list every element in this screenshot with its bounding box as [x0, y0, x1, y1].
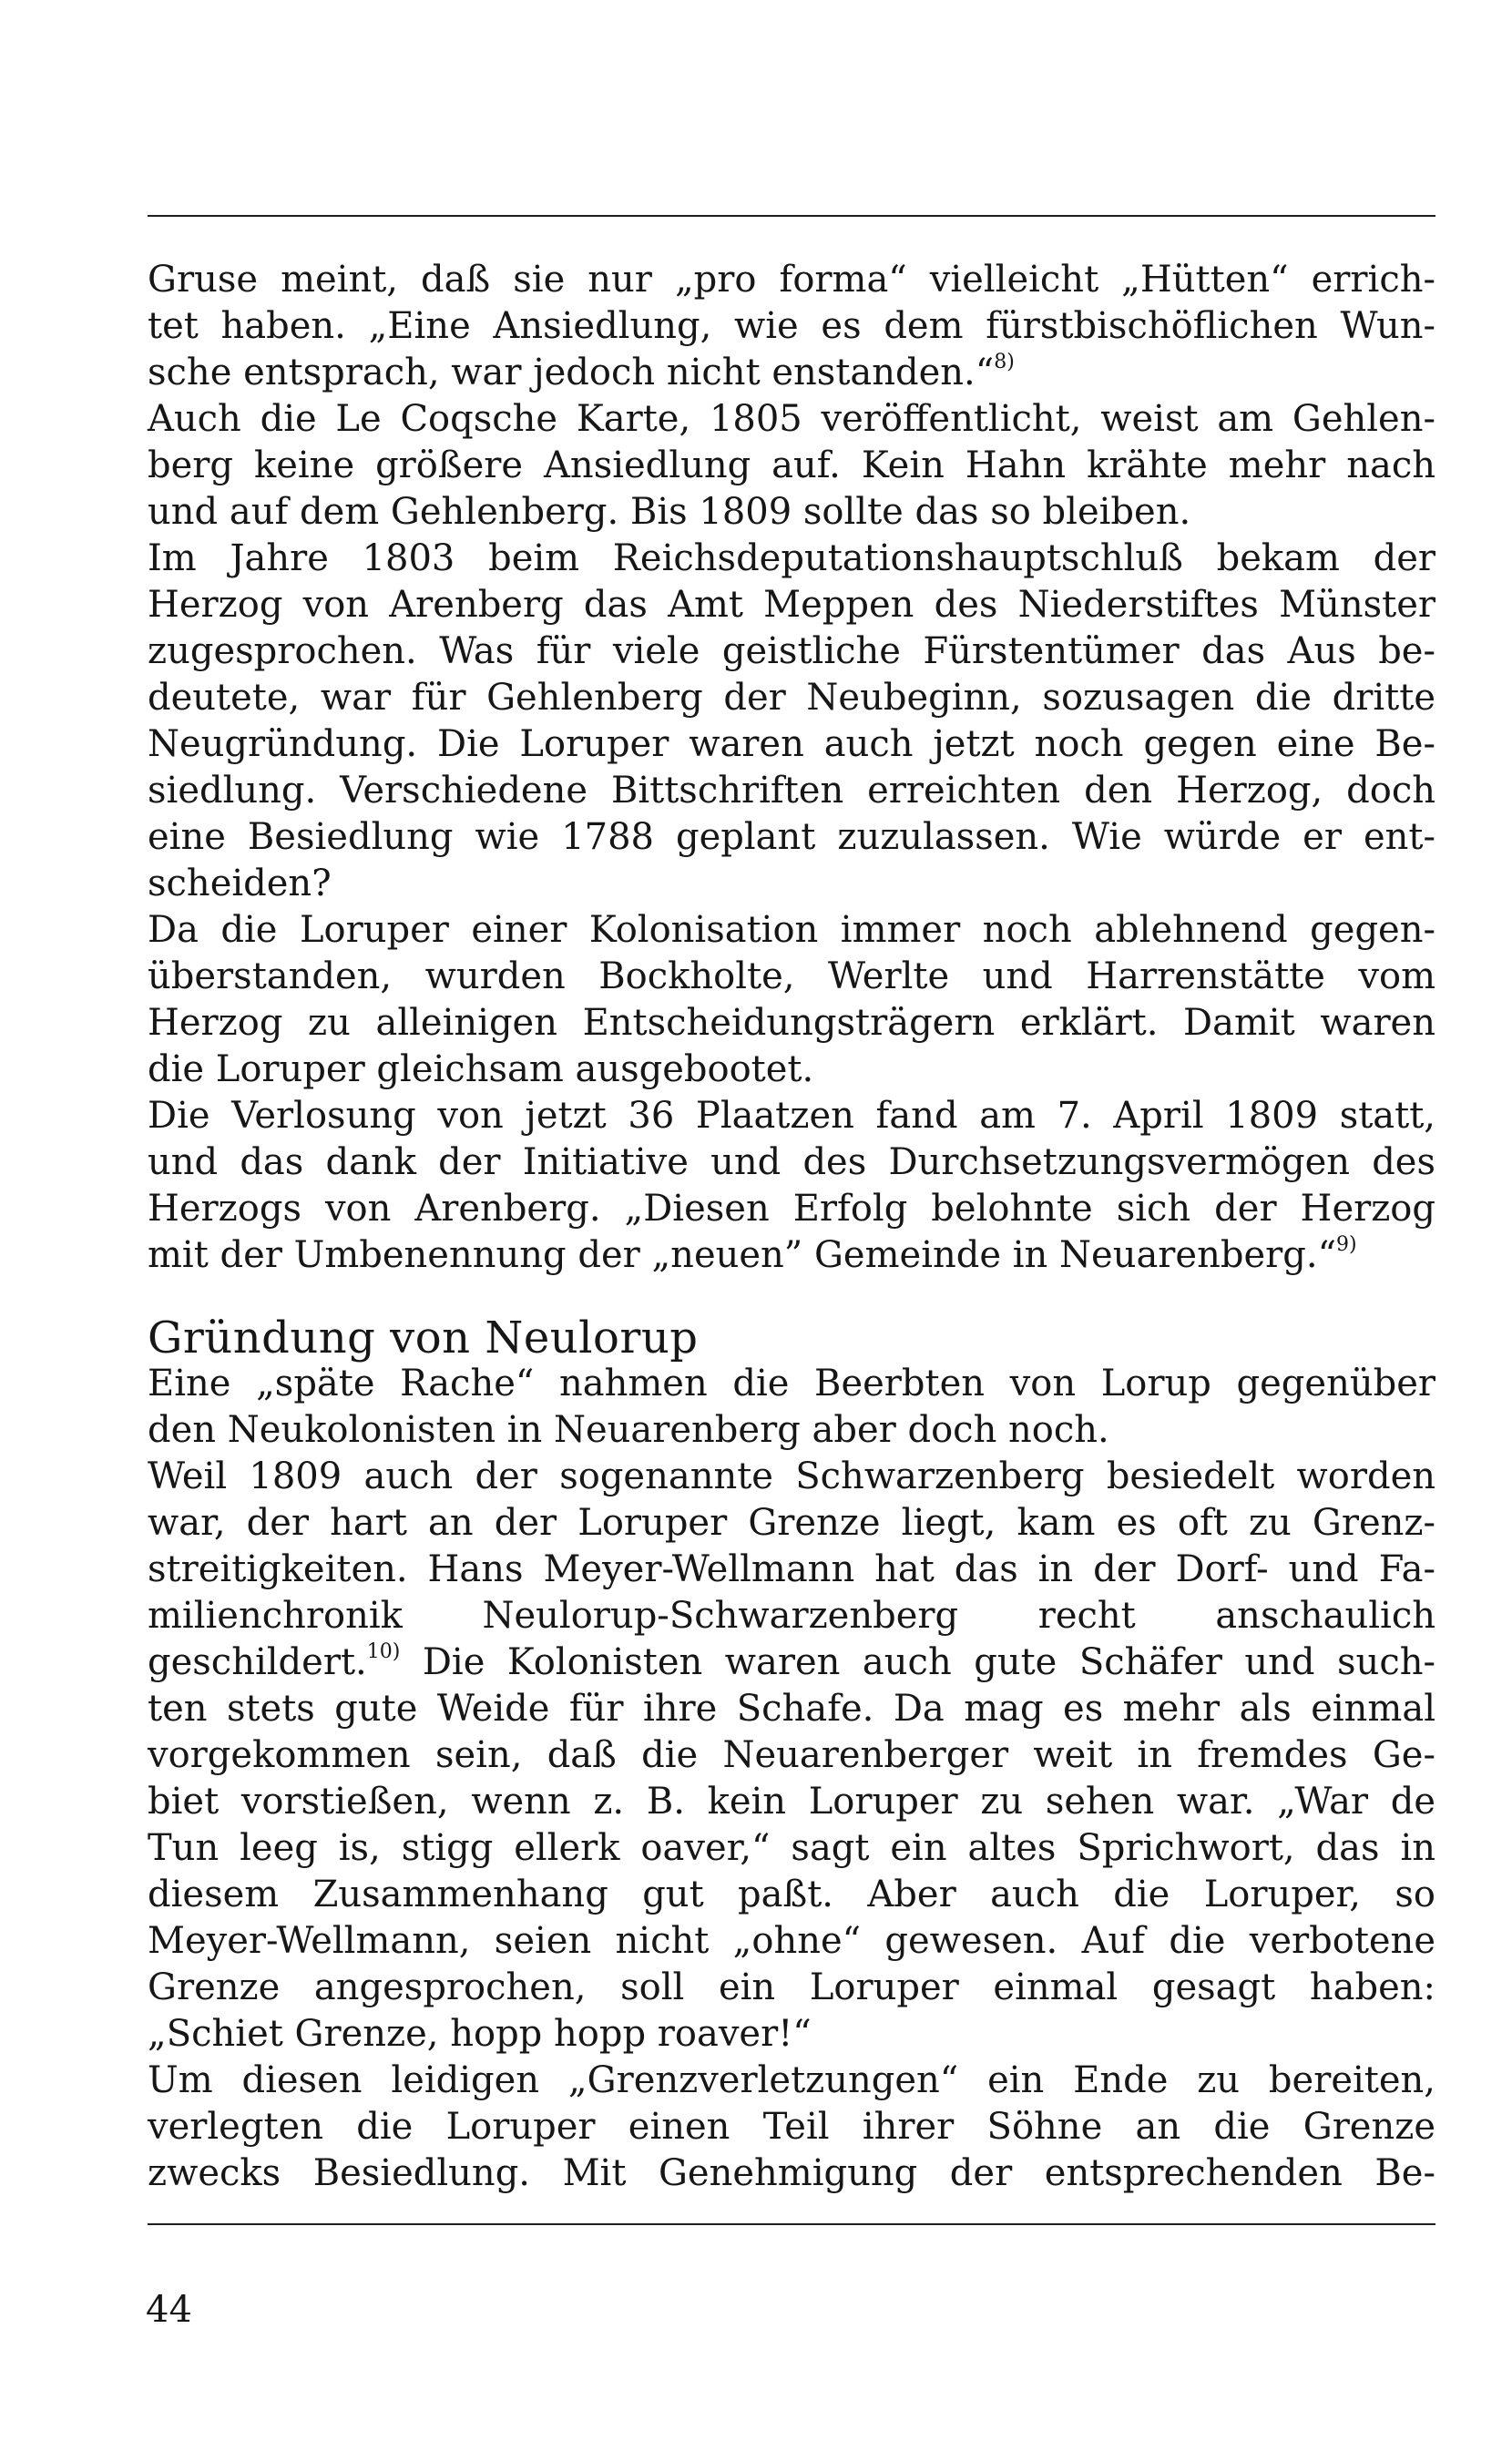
text-line: vorgekommen sein, daß die Neuarenberger weit in fremdes Ge-	[148, 1734, 1435, 1776]
text-line: Die Verlosung von jetzt 36 Plaatzen fand am 7. April 1809 statt,	[148, 1095, 1435, 1137]
footnote-ref: 8)	[994, 350, 1015, 373]
page-number: 44	[146, 2289, 192, 2331]
text-line: deutete, war für Gehlenberg der Neubeginn, sozusagen die dritte	[148, 677, 1435, 719]
footnote-ref: 10)	[366, 1639, 401, 1663]
text-line: eine Besiedlung wie 1788 geplant zuzulassen. Wie würde er ent-	[148, 816, 1435, 858]
text-line: Meyer-Wellmann, seien nicht „ohne“ gewesen. Auf die verbotene	[148, 1920, 1435, 1962]
text-line: den Neukolonisten in Neuarenberg aber doch noch.	[148, 1409, 1109, 1451]
text-line: Auch die Le Coqsche Karte, 1805 veröffentlicht, weist am Gehlen-	[148, 398, 1435, 440]
text-line: Herzog zu alleinigen Entscheidungsträgern erklärt. Damit waren	[148, 1002, 1435, 1044]
text-line: Im Jahre 1803 beim Reichsdeputationshauptschluß bekam der	[148, 537, 1435, 579]
text-line: die Loruper gleichsam ausgebootet.	[148, 1048, 814, 1090]
top-rule	[148, 215, 1435, 217]
text-line: geschildert.$^{10)}$ Die Kolonisten waren auch gute Schäfer und such-	[148, 1639, 1435, 1683]
text-line: Gruse meint, daß sie nur „pro forma“ vielleicht „Hütten“ errich-	[148, 259, 1435, 301]
text-line: verlegten die Loruper einen Teil ihrer Söhne an die Grenze	[148, 2106, 1435, 2148]
text-line: streitigkeiten. Hans Meyer-Wellmann hat das in der Dorf- und Fa-	[148, 1548, 1435, 1590]
text-line: milienchronik Neulorup-Schwarzenberg recht anschaulich	[148, 1595, 1435, 1637]
text-line: Da die Loruper einer Kolonisation immer noch ablehnend gegen-	[148, 909, 1435, 951]
text-line: siedlung. Verschiedene Bittschriften erreichten den Herzog, doch	[148, 770, 1435, 812]
text-line: „Schiet Grenze, hopp hopp roaver!“	[148, 2013, 812, 2055]
text-line: tet haben. „Eine Ansiedlung, wie es dem fürstbischöflichen Wun-	[148, 305, 1435, 347]
text-line: Weil 1809 auch der sogenannte Schwarzenberg besiedelt worden	[148, 1455, 1435, 1497]
text-line: Neugründung. Die Loruper waren auch jetzt noch gegen eine Be-	[148, 723, 1435, 765]
text-line: Eine „späte Rache“ nahmen die Beerbten von Lorup gegenüber	[148, 1363, 1435, 1404]
text-line: zwecks Besiedlung. Mit Genehmigung der entsprechenden Be-	[148, 2152, 1435, 2194]
text-line: zugesprochen. Was für viele geistliche Fürstentümer das Aus be-	[148, 630, 1435, 672]
text-line: Herzogs von Arenberg. „Diesen Erfolg belohnte sich der Herzog	[148, 1188, 1435, 1230]
text-line: berg keine größere Ansiedlung auf. Kein Hahn krähte mehr nach	[148, 444, 1435, 486]
text-line: biet vorstießen, wenn z. B. kein Loruper zu sehen war. „War de	[148, 1781, 1435, 1823]
footnote-ref: 9)	[1336, 1232, 1357, 1256]
text-block-2	[148, 1361, 1435, 2197]
text-line: Tun leeg is, stigg ellerk oaver,“ sagt ein altes Sprichwort, das in	[148, 1827, 1435, 1869]
text-line: Grenze angesprochen, soll ein Loruper einmal gesagt haben:	[148, 1966, 1435, 2008]
text-block-1	[148, 257, 1435, 1279]
section-heading: Gründung von Neulorup	[148, 1312, 699, 1363]
text-line: ten stets gute Weide für ihre Schafe. Da mag es mehr als einmal	[148, 1688, 1435, 1730]
text-line: und das dank der Initiative und des Durchsetzungsvermögen des	[148, 1141, 1435, 1183]
text-line: überstanden, wurden Bockholte, Werlte und Harrenstätte vom	[148, 955, 1435, 997]
text-line: scheiden?	[148, 863, 332, 904]
text-line: diesem Zusammenhang gut paßt. Aber auch die Loruper, so	[148, 1874, 1435, 1915]
text-line: und auf dem Gehlenberg. Bis 1809 sollte das so bleiben.	[148, 491, 1191, 533]
text-line: mit der Umbenennung der „neuen” Gemeinde in Neuarenberg.“$^{9)}$	[148, 1232, 1357, 1276]
text-line: war, der hart an der Loruper Grenze liegt, kam es oft zu Grenz-	[148, 1502, 1435, 1544]
text-line: sche entsprach, war jedoch nicht enstanden.“$^{8)}$	[148, 350, 1015, 393]
bottom-rule	[148, 2223, 1435, 2225]
text-line: Herzog von Arenberg das Amt Meppen des Niederstiftes Münster	[148, 584, 1435, 626]
text-line: Um diesen leidigen „Grenzverletzungen“ ein Ende zu bereiten,	[148, 2059, 1435, 2101]
